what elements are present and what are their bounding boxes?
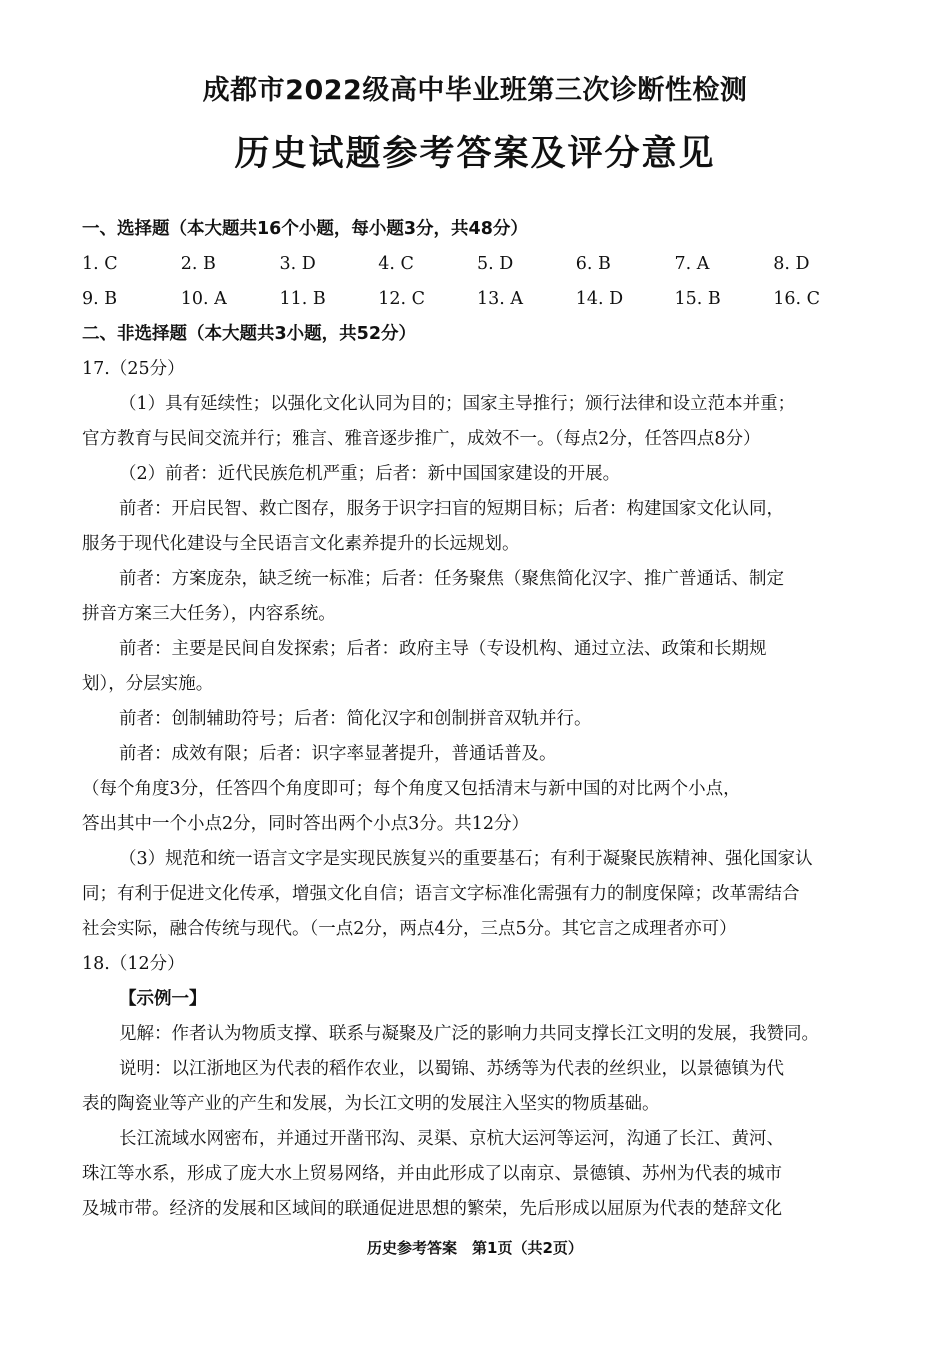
text-line: 同；有利于促进文化传承，增强文化自信；语言文字标准化需强有力的制度保障；改革需结合 (82, 884, 800, 904)
text-line: 拼音方案三大任务），内容系统。 (82, 604, 336, 624)
answer-14: 14. D (575, 289, 624, 309)
answer-8: 8. D (773, 254, 810, 274)
answer-7: 7. A (674, 254, 710, 274)
document-subtitle: 历史试题参考答案及评分意见 (234, 134, 716, 174)
section1-heading: 一、选择题（本大题共16个小题，每小题3分，共48分） (82, 219, 528, 239)
text-line: 前者：创制辅助符号；后者：简化汉字和创制拼音双轨并行。 (119, 709, 592, 729)
text-line: 服务于现代化建设与全民语言文化素养提升的长远规划。 (82, 534, 520, 554)
text-line: 前者：开启民智、救亡图存，服务于识字扫盲的短期目标；后者：构建国家文化认同， (119, 499, 784, 519)
answer-12: 12. C (378, 289, 426, 309)
text-line: 长江流域水网密布，并通过开凿邗沟、灵渠、京杭大运河等运河，沟通了长江、黄河、 (119, 1129, 784, 1149)
answer-9: 9. B (82, 289, 118, 309)
answer-6: 6. B (575, 254, 611, 274)
answer-4: 4. C (378, 254, 414, 274)
scoring-note: 答出其中一个小点2分，同时答出两个小点3分。共12分） (82, 814, 530, 834)
section2-heading: 二、非选择题（本大题共3小题，共52分） (82, 324, 417, 344)
answer-3: 3. D (279, 254, 316, 274)
text-line: （3）规范和统一语言文字是实现民族复兴的重要基石；有利于凝聚民族精神、强化国家认 (119, 849, 813, 869)
answer-10: 10. A (180, 289, 227, 309)
text-line: 珠江等水系，形成了庞大水上贸易网络，并由此形成了以南京、景德镇、苏州为代表的城市 (82, 1164, 782, 1184)
text-line: 社会实际，融合传统与现代。（一点2分，两点4分，三点5分。其它言之成理者亦可） (82, 919, 737, 939)
text-line: 前者：成效有限；后者：识字率显著提升，普通话普及。 (119, 744, 557, 764)
answer-5: 5. D (477, 254, 514, 274)
answer-13: 13. A (477, 289, 524, 309)
text-line: 表的陶瓷业等产业的产生和发展，为长江文明的发展注入坚实的物质基础。 (82, 1094, 660, 1114)
text-line: 前者：方案庞杂，缺乏统一标准；后者：任务聚焦（聚焦简化汉字、推广普通话、制定 (119, 569, 784, 589)
text-line: 见解：作者认为物质支撑、联系与凝聚及广泛的影响力共同支撑长江文明的发展，我赞同。 (119, 1024, 819, 1044)
answer-row-2 (82, 282, 872, 317)
text-line: （1）具有延续性；以强化文化认同为目的；国家主导推行；颁行法律和设立范本并重； (119, 394, 796, 414)
answer-16: 16. C (773, 289, 821, 309)
answer-content (82, 212, 872, 1227)
answer-row-1 (82, 247, 872, 282)
answer-15: 15. B (674, 289, 721, 309)
scoring-note: （每个角度3分，任答四个角度即可；每个角度又包括清末与新中国的对比两个小点， (82, 779, 741, 799)
text-line: 及城市带。经济的发展和区域间的联通促进思想的繁荣，先后形成以屈原为代表的楚辞文化 (82, 1199, 782, 1219)
text-line: 划），分层实施。 (82, 674, 214, 694)
text-line: 官方教育与民间交流并行；雅言、雅音逐步推广，成效不一。（每点2分，任答四点8分） (82, 429, 761, 449)
answer-2: 2. B (180, 254, 216, 274)
answer-11: 11. B (279, 289, 326, 309)
page-footer: 历史参考答案 第1页（共2页） (367, 1239, 583, 1257)
text-line: 前者：主要是民间自发探索；后者：政府主导（专设机构、通过立法、政策和长期规 (119, 639, 767, 659)
question-17-heading: 17.（25分） (82, 359, 185, 379)
question-18-heading: 18.（12分） (82, 954, 185, 974)
text-line: 说明：以江浙地区为代表的稻作农业，以蜀锦、苏绣等为代表的丝织业，以景德镇为代 (119, 1059, 784, 1079)
answer-1: 1. C (82, 254, 118, 274)
text-line: （2）前者：近代民族危机严重；后者：新中国国家建设的开展。 (119, 464, 621, 484)
example-heading: 【示例一】 (119, 989, 207, 1009)
exam-title: 成都市2022级高中毕业班第三次诊断性检测 (202, 75, 748, 106)
